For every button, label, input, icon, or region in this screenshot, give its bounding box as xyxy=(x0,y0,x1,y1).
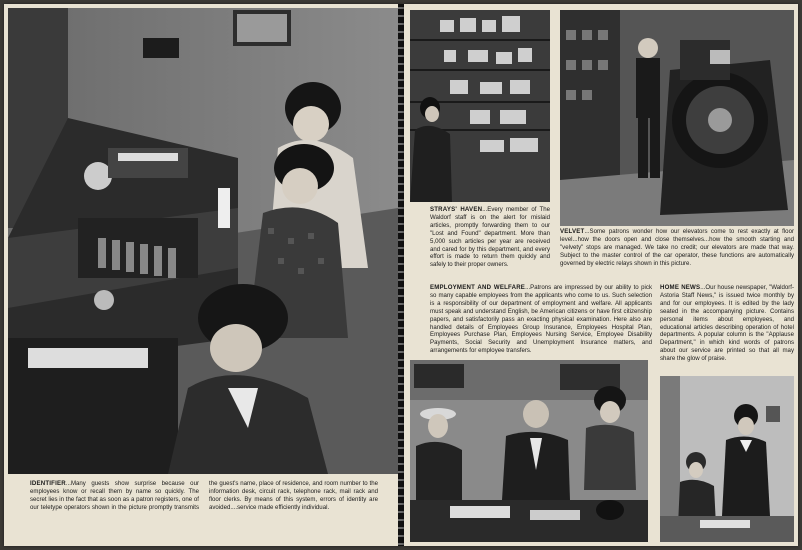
employment-office-photo xyxy=(410,360,648,542)
identifier-heading: IDENTIFIER xyxy=(30,480,66,487)
strays-haven-heading: STRAYS' HAVEN xyxy=(430,206,483,213)
lost-and-found-photo xyxy=(410,10,550,202)
velvet-heading: VELVET xyxy=(560,228,585,235)
elevator-relay-photo xyxy=(560,10,794,226)
strays-haven-caption xyxy=(430,206,550,272)
teletype-operators-photo xyxy=(8,8,398,474)
right-page xyxy=(404,4,798,546)
identifier-caption xyxy=(30,480,378,524)
strays-haven-body: ...Every member of The Waldorf staff is on the alert for mislaid articles, promptly forwarding them to our "Lost and Found" department. More than 5,000 such articles per year are received and cared for by this department, and every effort is made to return them quickly and safely to their proper owners. xyxy=(430,206,551,269)
employment-body: ...Patrons are impressed by our ability to pick so many capable employees from the applicants who come to us. Such selection is a responsibility of our department of employment and welfare. All applicants must speak and understand English, be American citizens or have first citizenship papers, and satisfactorily pass an exacting physical examination. Here also are handled details of Employees Group Insurance, Employees Hospital Plan, Employees Purchase Plan, Employees Nursing Service, Employee Disability Payments, Social Security and Unemployment Insurance matters, and arrangements for employee transfers. xyxy=(430,284,652,355)
staff-news-photo xyxy=(660,376,794,542)
velvet-body: ...Some patrons wonder how our elevators come to rest exactly at floor level...how the doors open and close themselves...how the smooth starting and "velvety" stops are managed. We take no credit; our elevators are made that way. Subject to the master control of the car operator, these functions are automatically governed by electric relays shown in this picture. xyxy=(560,228,794,267)
employment-heading: EMPLOYMENT AND WELFARE xyxy=(430,284,526,291)
left-page xyxy=(4,4,402,546)
home-news-heading: HOME NEWS xyxy=(660,284,701,291)
identifier-body: ...Many guests show surprise because our employees know or recall them by name so quickly. The secret lies in the fact that as soon as a patron registers, one of our teletype operators shown in the picture promptly transmits the guest's name, place of residence, and room number to the information desk, circuit rack, telephone rack, mail rack and floor clerks. By means of this system, errors of identity are avoided....service made efficiently individual. xyxy=(30,480,378,511)
velvet-caption xyxy=(560,228,794,272)
home-news-body: ...Our house newspaper, "Waldorf-Astoria Staff News," is issued twice monthly by and for our employees. It is edited by the lady seated in the accompanying picture. Contains personal items about employees, and educational articles describing operation of hotel departments. A popular column is the "Applause Department," in which kind words of patrons about our service are printed so that all may share the glow of praise. xyxy=(660,284,794,363)
home-news-caption xyxy=(660,284,794,374)
employment-caption xyxy=(430,284,652,358)
